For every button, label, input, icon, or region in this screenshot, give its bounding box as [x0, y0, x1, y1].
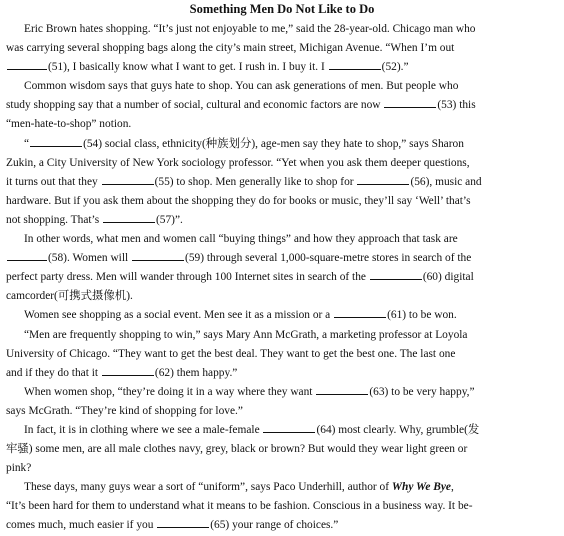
text-line [6, 268, 561, 287]
text-line [6, 345, 561, 364]
text-line [6, 497, 561, 516]
answer-blank[interactable] [102, 365, 154, 376]
line-text: (56), music and [410, 175, 482, 188]
line-text: Eric Brown hates shopping. “It’s just not enjoyable to me,” said the 28-year-old. Chicago man who [24, 23, 476, 35]
text-line [6, 364, 561, 383]
line-text: hardware. But if you ask them about the shopping they do for books or music, they’ll say ‘Well’ that’s [6, 194, 471, 207]
line-text: “ [24, 137, 30, 150]
line-text: was carrying several shopping bags along the city’s main street, Michigan Avenue. “When I’m out [6, 42, 455, 55]
text-line [6, 77, 561, 96]
line-text: (63) to be very happy,” [369, 385, 475, 398]
line-text: perfect party dress. Men will wander through 100 Internet sites in search of the [6, 271, 369, 284]
line-text: (61) to be won. [387, 309, 457, 322]
text-line [6, 192, 561, 211]
passage-body [6, 20, 561, 536]
answer-blank[interactable] [157, 517, 209, 528]
text-line [6, 326, 561, 345]
line-text: “men-hate-to-shop” notion. [6, 118, 132, 131]
text-line [6, 154, 561, 173]
line-text: (55) to shop. Men generally like to shop for [154, 175, 357, 188]
line-text: In other words, what men and women call “buying things” and how they approach that task are [24, 233, 458, 246]
text-line [6, 287, 561, 306]
line-text: camcorder(可携式摄像机). [6, 290, 133, 303]
text-line [6, 96, 561, 115]
text-line [6, 440, 561, 459]
text-line [6, 383, 561, 402]
answer-blank[interactable] [370, 269, 422, 280]
line-text: pink? [6, 462, 32, 475]
text-line [6, 306, 561, 325]
page-title: Something Men Do Not Like to Do [189, 2, 375, 16]
text-line [6, 135, 561, 154]
text-line [6, 58, 561, 77]
answer-blank[interactable] [7, 59, 47, 70]
line-text: “It’s been hard for them to understand what it means to be fashion. Conscious in a business way. It be- [6, 500, 473, 513]
line-text: (64) most clearly. Why, grumble(发 [316, 423, 480, 436]
line-text: (57)”. [155, 213, 183, 226]
line-text: When women shop, “they’re doing it in a way where they want [24, 385, 316, 398]
line-text: (58). Women will [48, 252, 132, 265]
line-text: (54) social class, ethnicity(种族划分), age-men say they hate to shop,” says Sharon [83, 137, 464, 150]
answer-blank[interactable] [329, 59, 381, 70]
text-line [6, 230, 561, 249]
answer-blank[interactable] [103, 212, 155, 223]
line-text: it turns out that they [6, 175, 101, 188]
text-line [6, 516, 561, 535]
line-text: Zukin, a City University of New York sociology professor. “Yet when you ask them deeper questions, [6, 156, 470, 169]
line-text: Women see shopping as a social event. Men see it as a mission or a [24, 309, 334, 322]
line-text: (65) your range of choices.” [210, 519, 339, 532]
line-text: Common wisdom says that guys hate to shop. You can ask generations of men. But people who [24, 80, 459, 93]
answer-blank[interactable] [357, 174, 409, 185]
line-text: (60) digital [422, 271, 474, 284]
answer-blank[interactable] [7, 250, 47, 261]
answer-blank[interactable] [30, 136, 82, 147]
line-text: , [450, 481, 454, 494]
line-text: (52).” [381, 61, 409, 74]
line-text: comes much, much easier if you [6, 519, 157, 532]
line-text: (51), I basically know what I want to get. I rush in. I buy it. I [48, 61, 328, 74]
line-text: (62) them happy.” [154, 366, 238, 379]
line-text: “Men are frequently shopping to win,” says Mary Ann McGrath, a marketing professor at Loyola [24, 328, 468, 341]
text-line [6, 173, 561, 192]
answer-blank[interactable] [132, 250, 184, 261]
line-text: University of Chicago. “They want to get the best deal. They want to get the best one. The last one [6, 347, 456, 360]
text-line [6, 459, 561, 478]
text-line [6, 249, 561, 268]
text-line [6, 421, 561, 440]
text-line [6, 20, 561, 39]
text-line [6, 402, 561, 421]
line-text: (59) through several 1,000-square-metre stores in search of the [185, 252, 472, 265]
line-text: In fact, it is in clothing where we see a male-female [24, 423, 263, 436]
line-text: study shopping say that a number of social, cultural and economic factors are now [6, 99, 384, 112]
text-line [6, 115, 561, 134]
answer-blank[interactable] [316, 384, 368, 395]
line-text: not shopping. That’s [6, 213, 102, 226]
line-text: (53) this [437, 99, 476, 112]
answer-blank[interactable] [334, 307, 386, 318]
text-line [6, 211, 561, 230]
line-text: and if they do that it [6, 366, 101, 379]
line-text: says McGrath. “They’re kind of shopping for love.” [6, 404, 243, 417]
text-line [6, 39, 561, 58]
line-text: These days, many guys wear a sort of “uniform”, says Paco Underhill, author of [24, 481, 392, 494]
line-text: 牢骚) some men, are all male clothes navy, grey, black or brown? But would they wear light green or [6, 443, 468, 456]
text-line [6, 478, 561, 497]
answer-blank[interactable] [102, 174, 154, 185]
answer-blank[interactable] [384, 97, 436, 108]
book-title: Why We Bye [391, 481, 451, 494]
answer-blank[interactable] [263, 422, 315, 433]
